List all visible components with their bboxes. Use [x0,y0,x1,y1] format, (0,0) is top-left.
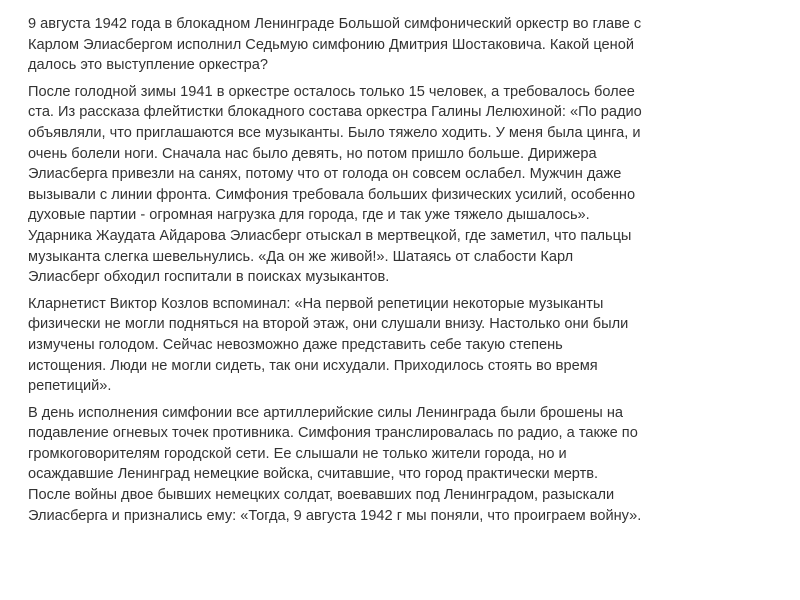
paragraph-intro: 9 августа 1942 года в блокадном Ленинграде Большой симфонический оркестр во главе с Карлом Элиасбергом исполнил Седьмую симфонию Дмитрия Шостаковича. Какой ценой далось это выступление оркестра? [28,16,642,74]
paragraph-orchestra: После голодной зимы 1941 в оркестре осталось только 15 человек, а требовалось более ста. Из рассказа флейтистки блокадного состава оркестра Галины Лелюхиной: «По радио объявляли, что приглашаются все музыканты. Было тяжело ходить. У меня была цинга, и очень болели ноги. Сначала нас было девять, но потом пришло больше. Дирижера Элиасберга привезли на санях, потому что от голода он совсем ослабел. Мужчин даже вызывали с линии фронта. Симфония требовала больших физических усилий, особенно духовые партии - огромная нагрузка для города, где и так уже тяжело дышалось». Ударника Жаудата Айдарова Элиасберг отыскал в мертвецкой, где заметил, что пальцы музыканта слегка шевельнулись. «Да он же живой!». Шатаясь от слабости Карл Элиасберг обходил госпитали в поисках музыкантов. [28,83,642,286]
paragraph-performance-day: В день исполнения симфонии все артиллерийские силы Ленинграда были брошены на подавление огневых точек противника. Симфония транслировалась по радио, а также по громкоговорителям городской сети. Ее слышали не только жители города, но и осаждавшие Ленинград немецкие войска, считавшие, что город практически мертв. После войны двое бывших немецких солдат, воевавших под Ленинградом, разыскали Элиасберга и признались ему: «Тогда, 9 августа 1942 г мы поняли, что проиграем войну». [28,404,642,524]
paragraph-clarinetist: Кларнетист Виктор Козлов вспоминал: «На первой репетиции некоторые музыканты физически не могли подняться на второй этаж, они слушали внизу. Настолько они были измучены голодом. Сейчас невозможно даже представить себе такую степень истощения. Люди не могли сидеть, так они исхудали. Приходилось стоять во время репетиций». [28,295,629,395]
document-text [28,14,778,532]
